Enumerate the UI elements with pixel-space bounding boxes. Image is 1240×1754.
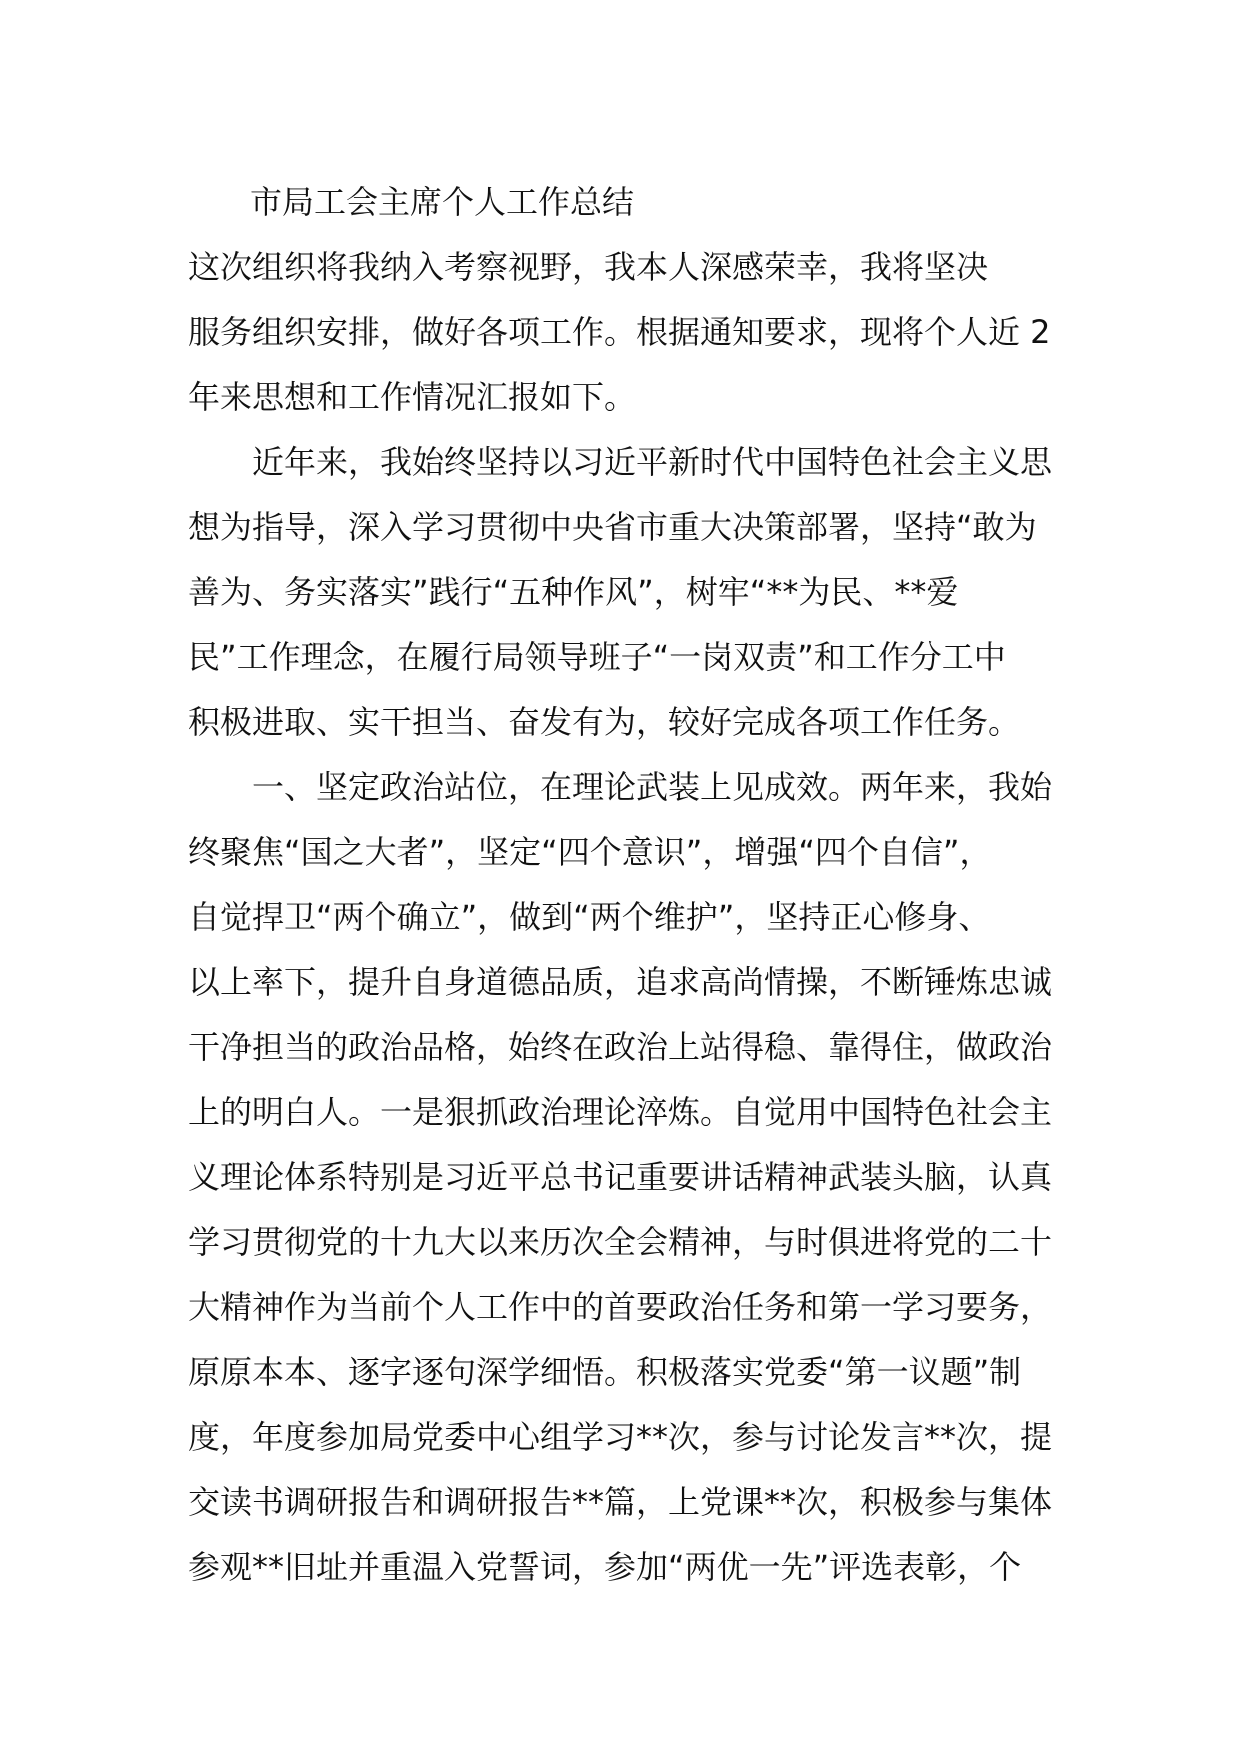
text-line: 自觉捍卫“两个确立”，做到“两个维护”，坚持正心修身、 [188,898,991,936]
text-line: 原原本本、逐字逐句深学细悟。积极落实党委“第一议题”制 [188,1353,1022,1391]
text-line: 以上率下，提升自身道德品质，追求高尚情操，不断锤炼忠诚 [188,963,1053,1001]
text-line: 学习贯彻党的十九大以来历次全会精神，与时俱进将党的二十 [188,1223,1053,1261]
text-line: 大精神作为当前个人工作中的首要政治任务和第一学习要务， [188,1288,1053,1326]
document-body [188,170,1058,1600]
text-line: 一、坚定政治站位，在理论武装上见成效。两年来，我始 [188,768,1053,806]
text-line: 善为、务实落实”践行“五种作风”，树牢“**为民、**爱 [188,573,959,611]
text-line: 这次组织将我纳入考察视野，我本人深感荣幸，我将坚决 [188,248,989,286]
text-line: 年来思想和工作情况汇报如下。 [188,378,637,416]
text-line: 服务组织安排，做好各项工作。根据通知要求，现将个人近 2 [188,313,1051,351]
text-line: 义理论体系特别是习近平总书记重要讲话精神武装头脑，认真 [188,1158,1053,1196]
text-line: 参观**旧址并重温入党誓词，参加“两优一先”评选表彰，个 [188,1548,1022,1586]
text-line: 民”工作理念，在履行局领导班子“一岗双责”和工作分工中 [188,638,1006,676]
text-line: 度，年度参加局党委中心组学习**次，参与讨论发言**次，提 [188,1418,1053,1456]
text-line: 干净担当的政治品格，始终在政治上站得稳、靠得住，做政治 [188,1028,1053,1066]
text-line: 近年来，我始终坚持以习近平新时代中国特色社会主义思 [188,443,1053,481]
text-line: 终聚焦“国之大者”，坚定“四个意识”，增强“四个自信”， [188,833,992,871]
document-title: 市局工会主席个人工作总结 [250,183,635,221]
text-line: 交读书调研报告和调研报告**篇，上党课**次，积极参与集体 [188,1483,1053,1521]
text-line: 上的明白人。一是狠抓政治理论淬炼。自觉用中国特色社会主 [188,1093,1053,1131]
text-line: 积极进取、实干担当、奋发有为，较好完成各项工作任务。 [188,703,1021,741]
text-line: 想为指导，深入学习贯彻中央省市重大决策部署，坚持“敢为 [188,508,1037,546]
